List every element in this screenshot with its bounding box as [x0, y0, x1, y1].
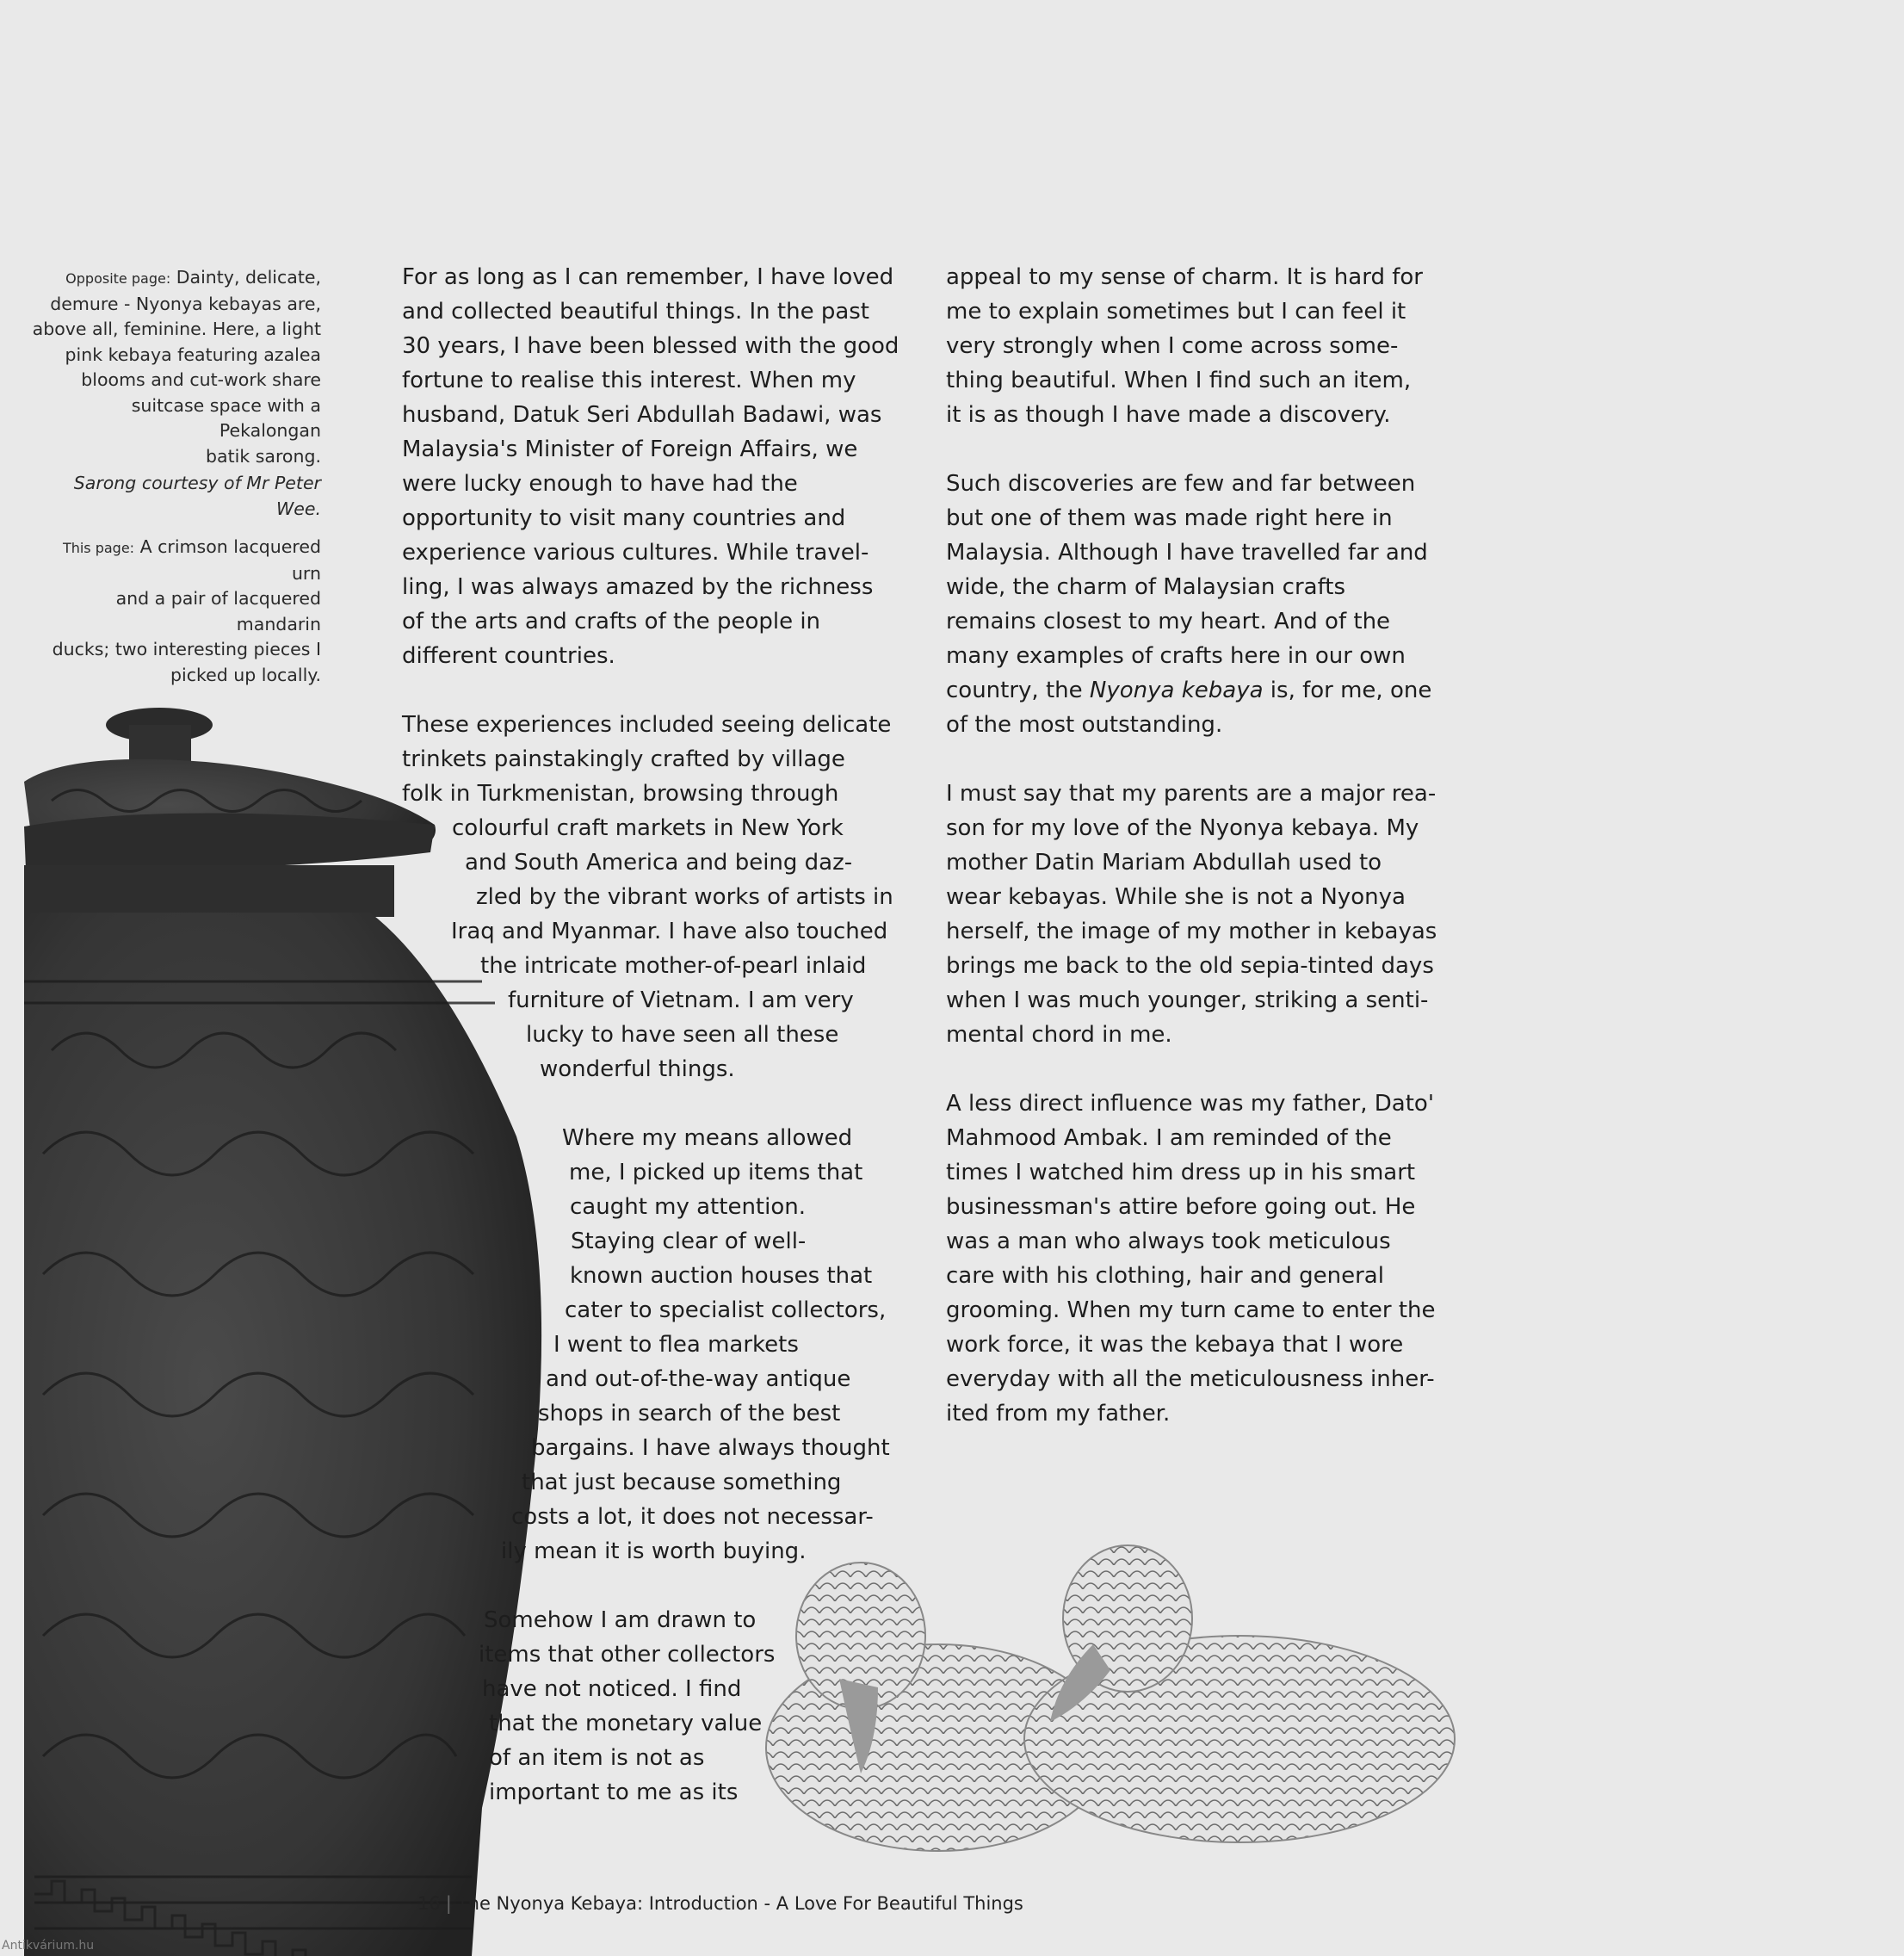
body-line: cater to specialist collectors, — [565, 1297, 887, 1323]
body-line: and South America and being daz- — [465, 850, 853, 876]
body-line: mother Datin Mariam Abdullah used to — [946, 850, 1382, 876]
body-line: of an item is not as — [489, 1745, 705, 1771]
body-line: known auction houses that — [570, 1263, 873, 1289]
body-line: bargains. I have always thought — [531, 1435, 890, 1461]
body-line: wonderful things. — [540, 1056, 735, 1082]
body-line: very strongly when I come across some- — [946, 333, 1399, 359]
body-line: thing beautiful. When I find such an item, — [946, 368, 1412, 393]
body-line: I must say that my parents are a major rea- — [946, 781, 1437, 807]
body-line: when I was much younger, striking a senti- — [946, 987, 1429, 1013]
caption-this-page — [28, 535, 321, 688]
body-line: appeal to my sense of charm. It is hard for — [946, 264, 1423, 290]
caption-opposite-page — [28, 265, 321, 469]
caption-line: Dainty, delicate, — [176, 267, 321, 288]
body-line: zled by the vibrant works of artists in — [476, 884, 893, 910]
mandarin-ducks-image — [757, 1541, 1467, 1868]
body-text: country, the — [946, 678, 1090, 703]
body-line: costs a lot, it does not necessar- — [511, 1504, 874, 1530]
body-line: son for my love of the Nyonya kebaya. My — [946, 815, 1419, 841]
body-line-mixed — [946, 673, 1432, 708]
caption-line: A crimson lacquered urn — [139, 536, 321, 584]
body-line: and collected beautiful things. In the past — [402, 299, 870, 325]
caption-lead: This page: — [62, 540, 135, 556]
body-line: me to explain sometimes but I can feel it — [946, 299, 1406, 325]
body-line: items that other collectors — [479, 1642, 776, 1668]
body-line: different countries. — [402, 643, 615, 669]
body-line: remains closest to my heart. And of the — [946, 609, 1391, 634]
body-line: of the most outstanding. — [946, 712, 1223, 738]
body-line: me, I picked up items that — [569, 1160, 863, 1185]
body-line: folk in Turkmenistan, browsing through — [402, 781, 839, 807]
body-line: that the monetary value — [489, 1711, 763, 1736]
body-line: Where my means allowed — [562, 1125, 853, 1151]
body-line: have not noticed. I find — [482, 1676, 742, 1702]
body-line: trinkets painstakingly crafted by village — [402, 746, 845, 772]
body-line: Mahmood Ambak. I am reminded of the — [946, 1125, 1392, 1151]
duck-right — [1024, 1545, 1455, 1842]
body-line: brings me back to the old sepia-tinted days — [946, 953, 1434, 979]
watermark: Antikvárium.hu — [2, 1939, 95, 1953]
body-line: A less direct influence was my father, Dato' — [946, 1091, 1434, 1117]
body-line: For as long as I can remember, I have loved — [402, 264, 894, 290]
body-line: ling, I was always amazed by the richness — [402, 574, 874, 600]
caption-line: demure - Nyonya kebayas are, — [50, 293, 321, 314]
body-line: many examples of crafts here in our own — [946, 643, 1406, 669]
body-line: Malaysia's Minister of Foreign Affairs, we — [402, 436, 858, 462]
body-line: of the arts and crafts of the people in — [402, 609, 821, 634]
body-line: care with his clothing, hair and general — [946, 1263, 1384, 1289]
body-line: wide, the charm of Malaysian crafts — [946, 574, 1346, 600]
caption-line: batik sarong. — [206, 445, 321, 467]
body-line: shops in search of the best — [538, 1401, 841, 1427]
body-line: was a man who always took meticulous — [946, 1229, 1391, 1254]
body-line: times I watched him dress up in his smart — [946, 1160, 1416, 1185]
caption-line: blooms and cut-work share — [81, 369, 321, 390]
body-line: businessman's attire before going out. He — [946, 1194, 1416, 1220]
footer-separator: | — [445, 1893, 452, 1914]
body-line: grooming. When my turn came to enter the — [946, 1297, 1436, 1323]
body-line: caught my attention. — [570, 1194, 806, 1220]
body-line: opportunity to visit many countries and — [402, 505, 846, 531]
caption-line: suitcase space with a Pekalongan — [131, 394, 321, 441]
body-line: fortune to realise this interest. When my — [402, 368, 856, 393]
body-line: ily mean it is worth buying. — [501, 1538, 807, 1564]
body-line: important to me as its — [489, 1780, 739, 1805]
body-line: mental chord in me. — [946, 1022, 1172, 1048]
body-line: furniture of Vietnam. I am very — [508, 987, 854, 1013]
page-footer — [417, 1893, 1023, 1914]
caption-line: ducks; two interesting pieces I — [52, 639, 321, 659]
body-line: Staying clear of well- — [571, 1229, 807, 1254]
caption-line: picked up locally. — [170, 664, 321, 685]
body-line: colourful craft markets in New York — [452, 815, 844, 841]
caption-line: above all, feminine. Here, a light — [32, 319, 321, 339]
body-line: work force, it was the kebaya that I wore — [946, 1332, 1404, 1358]
body-line: but one of them was made right here in — [946, 505, 1393, 531]
body-line: 30 years, I have been blessed with the good — [402, 333, 899, 359]
body-line: experience various cultures. While travel- — [402, 540, 869, 566]
caption-line: pink kebaya featuring azalea — [65, 344, 321, 365]
body-line: and out-of-the-way antique — [546, 1366, 851, 1392]
body-line: everyday with all the meticulousness inher- — [946, 1366, 1435, 1392]
body-line: ited from my father. — [946, 1401, 1171, 1427]
body-line: wear kebayas. While she is not a Nyonya — [946, 884, 1406, 910]
running-title: The Nyonya Kebaya: Introduction - A Love For Beautiful Things — [456, 1893, 1023, 1914]
body-line: that just because something — [522, 1470, 842, 1495]
body-line: I went to flea markets — [553, 1332, 799, 1358]
body-line: the intricate mother-of-pearl inlaid — [480, 953, 867, 979]
body-line: were lucky enough to have had the — [402, 471, 798, 497]
body-text: is, for me, one — [1263, 678, 1432, 703]
body-line: herself, the image of my mother in kebayas — [946, 919, 1437, 944]
body-line: lucky to have seen all these — [526, 1022, 839, 1048]
body-text-italic: Nyonya kebaya — [1089, 678, 1264, 703]
caption-courtesy: Sarong courtesy of Mr Peter Wee. — [73, 473, 321, 519]
caption-line: and a pair of lacquered mandarin — [115, 588, 321, 634]
body-line: it is as though I have made a discovery. — [946, 402, 1391, 428]
caption-lead: Opposite page: — [65, 270, 171, 287]
body-line: Somehow I am drawn to — [484, 1607, 757, 1633]
body-line: Malaysia. Although I have travelled far and — [946, 540, 1428, 566]
body-line: Iraq and Myanmar. I have also touched — [451, 919, 888, 944]
body-line: These experiences included seeing delicate — [402, 712, 892, 738]
page-number: 16 — [417, 1893, 441, 1914]
body-line: husband, Datuk Seri Abdullah Badawi, was — [402, 402, 882, 428]
body-line: Such discoveries are few and far between — [946, 471, 1416, 497]
